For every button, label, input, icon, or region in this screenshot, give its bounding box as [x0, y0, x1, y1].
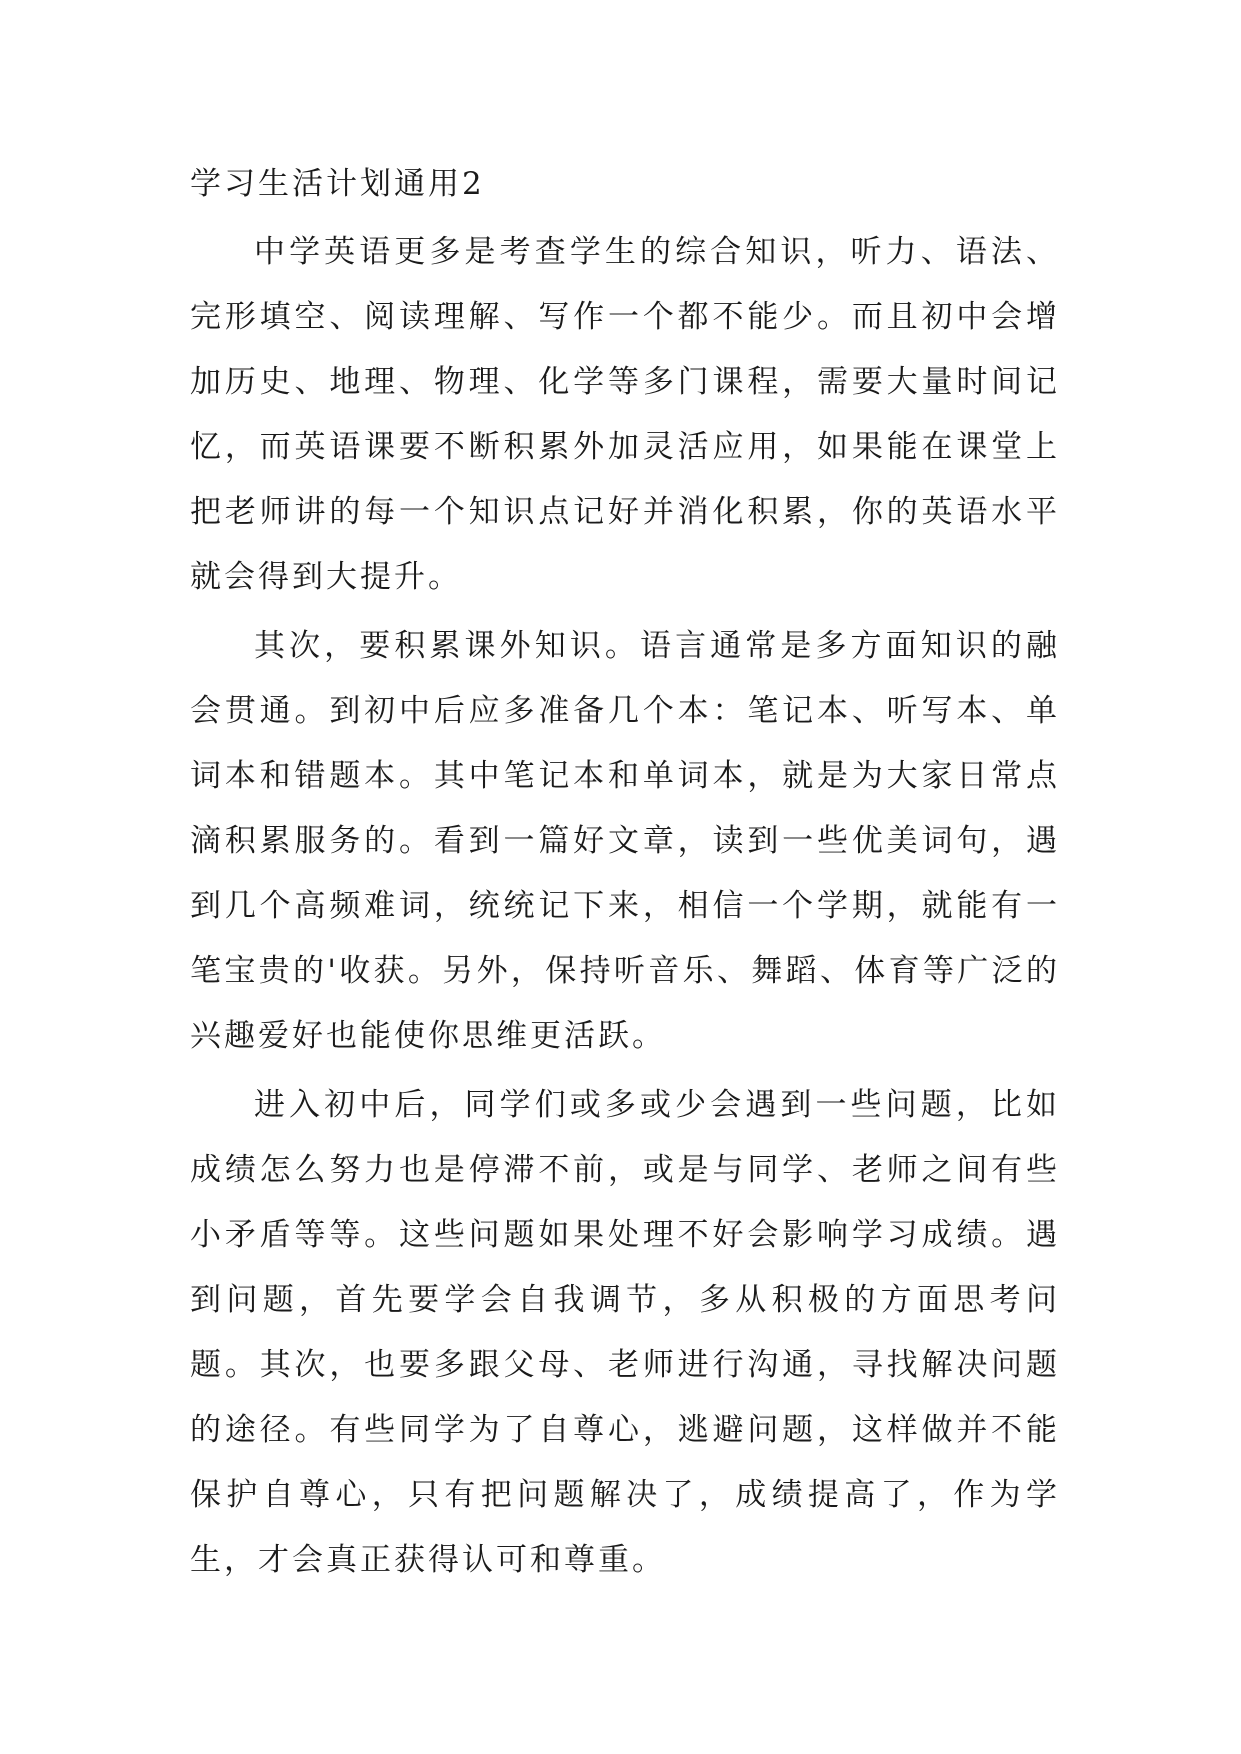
paragraph-2: 其次，要积累课外知识。语言通常是多方面知识的融会贯通。到初中后应多准备几个本：笔记本、听写本、单词本和错题本。其中笔记本和单词本，就是为大家日常点滴积累服务的。看到一篇好文章，读到一些优美词句，遇到几个高频难词，统统记下来，相信一个学期，就能有一笔宝贵的'收获。另外，保持听音乐、舞蹈、体育等广泛的兴趣爱好也能使你思维更活跃。: [190, 628, 1060, 1054]
paragraph-3: 进入初中后，同学们或多或少会遇到一些问题，比如成绩怎么努力也是停滞不前，或是与同学、老师之间有些小矛盾等等。这些问题如果处理不好会影响学习成绩。遇到问题，首先要学会自我调节，多从积极的方面思考问题。其次，也要多跟父母、老师进行沟通，寻找解决问题的途径。有些同学为了自尊心，逃避问题，这样做并不能保护自尊心，只有把问题解决了，成绩提高了，作为学生，才会真正获得认可和尊重。: [190, 1087, 1060, 1578]
document-body: [190, 158, 1060, 1597]
document-title: 学习生活计划通用2: [190, 166, 485, 202]
paragraph-1: 中学英语更多是考查学生的综合知识，听力、语法、完形填空、阅读理解、写作一个都不能少。而且初中会增加历史、地理、物理、化学等多门课程，需要大量时间记忆，而英语课要不断积累外加灵活应用，如果能在课堂上把老师讲的每一个知识点记好并消化积累，你的英语水平就会得到大提升。: [190, 234, 1060, 595]
